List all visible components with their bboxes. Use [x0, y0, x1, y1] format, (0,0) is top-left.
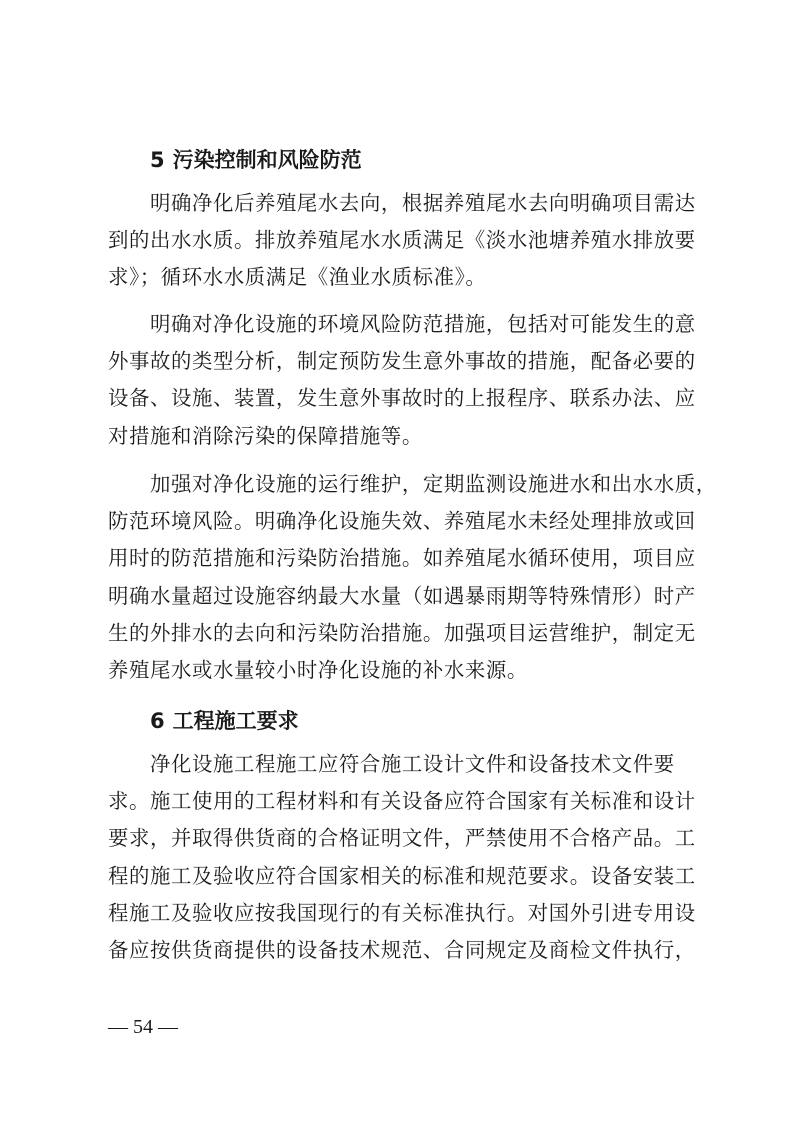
text-line: 程施工及验收应按我国现行的有关标准执行。对国外引进专用设	[108, 900, 696, 925]
text-line: 明确水量超过设施容纳最大水量（如遇暴雨期等特殊情形）时产	[108, 583, 696, 608]
text-line: 明确净化后养殖尾水去向，根据养殖尾水去向明确项目需达	[150, 191, 696, 215]
text-line: 求》；循环水水质满足《渔业水质标准》。	[108, 265, 487, 290]
text-line: 程的施工及验收应符合国家相关的标准和规范要求。设备安装工	[108, 863, 696, 888]
section-heading-5	[108, 141, 708, 179]
text-line: 备应按供货商提供的设备技术规范、合同规定及商检文件执行，	[108, 938, 696, 963]
page-number: — 54 —	[108, 1016, 178, 1038]
text-line: 设备、设施、装置，发生意外事故时的上报程序、联系办法、应	[108, 386, 696, 411]
section-title: 工程施工要求	[172, 709, 299, 733]
text-line: 加强对净化设施的运行维护，定期监测设施进水和出水水质，	[150, 472, 717, 496]
text-line: 到的出水水质。排放养殖尾水水质满足《淡水池塘养殖水排放要	[108, 228, 696, 253]
text-line: 明确对净化设施的环境风险防范措施，包括对可能发生的意	[150, 312, 696, 336]
section-number: 6	[150, 709, 165, 733]
text-line: 净化设施工程施工应符合施工设计文件和设备技术文件要	[150, 752, 675, 776]
text-line: 生的外排水的去向和污染防治措施。加强项目运营维护，制定无	[108, 620, 696, 645]
section-title: 污染控制和风险防范	[172, 148, 362, 172]
paragraph	[108, 746, 708, 969]
text-line: 用时的防范措施和污染防治措施。如养殖尾水循环使用，项目应	[108, 546, 696, 571]
text-line: 要求，并取得供货商的合格证明文件，严禁使用不合格产品。工	[108, 826, 696, 851]
text-line: 对措施和消除污染的保障措施等。	[108, 423, 423, 448]
paragraph	[108, 306, 708, 455]
text-line: 养殖尾水或水量较小时净化设施的补水来源。	[108, 658, 528, 683]
text-line: 防范环境风险。明确净化设施失效、养殖尾水未经处理排放或回	[108, 509, 696, 534]
section-heading-6	[108, 702, 708, 740]
text-line: 外事故的类型分析，制定预防发生意外事故的措施，配备必要的	[108, 349, 696, 374]
section-number: 5	[150, 148, 165, 172]
paragraph	[108, 466, 717, 689]
text-line: 求。施工使用的工程材料和有关设备应符合国家有关标准和设计	[108, 789, 696, 814]
paragraph	[108, 185, 708, 297]
